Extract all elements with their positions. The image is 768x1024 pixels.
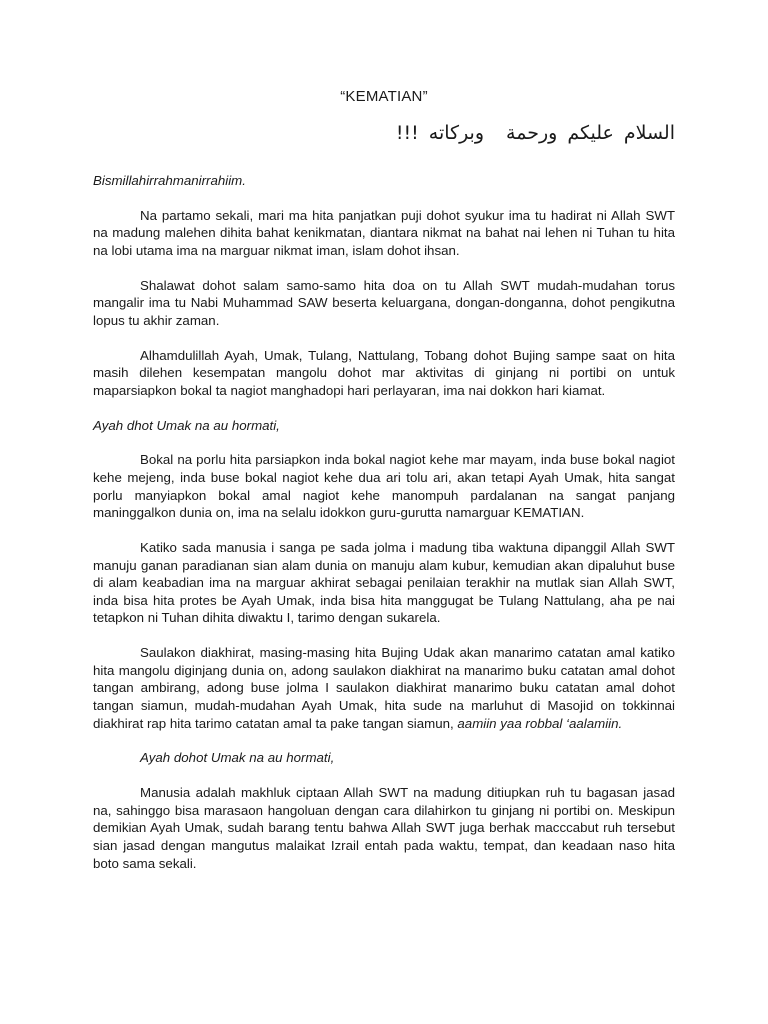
paragraph-7: Manusia adalah makhluk ciptaan Allah SWT na madung ditiupkan ruh tu bagasan jasad na, sahinggo bisa marasaon hangoluan dengan cara dilahirkon tu ginjang ni portibi on. Meskipun demikian Ayah Umak, sudah barang tentu bahwa Allah SWT juga berhak macccabut ruh tersebut sian jasad dengan mangutus malaikat Izrail entah pada waktu, tempat, dan keadaan naso hita boto sama sekali. bbox=[93, 785, 675, 871]
salutation-2: Ayah dohot Umak na au hormati, bbox=[140, 750, 335, 766]
paragraph-4: Bokal na porlu hita parsiapkon inda bokal nagiot kehe mar mayam, inda buse bokal nagiot kehe mejeng, inda buse bokal nagiot kehe dua ari tolu ari, akan tetapi Ayah Umak, hita sangat porlu manyiapkon bokal amal nagiot kehe manompuh pardalanan na sangat panjang maninggalkon dunia on, ima na selalu idokkon guru-gurutta namarguar KEMATIAN. bbox=[93, 452, 675, 521]
opening-basmala: Bismillahirrahmanirrahiim. bbox=[93, 173, 246, 188]
arabic-greeting-part1: السلام عليكم ورحمة bbox=[506, 122, 675, 144]
paragraph-5: Katiko sada manusia i sanga pe sada jolma i madung tiba waktuna dipanggil Allah SWT manuju ganan paradianan sian alam dunia on manuju alam kubur, kemudian akan dipaluhut buse di alam keabadian ima na marguar akhirat sebagai penilaian terakhir na mutlak sian Allah SWT, inda bisa hita protes be Ayah Umak, inda bisa hita manggugat be Tulang Nattulang, aha pe nai tetapkon ni Tuhan dihita diwaktu I, tarimo dengan sukarela. bbox=[93, 540, 675, 626]
paragraph-1: Na partamo sekali, mari ma hita panjatkan puji dohot syukur ima tu hadirat ni Allah SWT na madung malehen dihita bahat kenikmatan, diantara nikmat na bahat nai lehen ni Tuhan tu hita na lobi utama ima na marguar nikmat iman, islam dohot ihsan. bbox=[93, 207, 675, 258]
paragraph-3: Alhamdulillah Ayah, Umak, Tulang, Nattulang, Tobang dohot Bujing sampe saat on hita masih dilehen kesempatan mangolu dohot mar aktivitas di ginjang ni portibi on untuk maparsiapkon bokal ta nagiot manghadopi hari perlayaran, ima nai dokkon hari kiamat. bbox=[93, 347, 675, 398]
paragraph-6 bbox=[93, 644, 675, 732]
paragraph-2: Shalawat dohot salam samo-samo hita doa on tu Allah SWT mudah-mudahan torus mangalir ima tu Nabi Muhammad SAW beserta keluargana, dongan-donganna, dohot pengikutna lopus tu akhir zaman. bbox=[93, 277, 675, 328]
paragraph-6-closing-prayer: aamiin yaa robbal ‘aalamiin. bbox=[457, 715, 623, 731]
salutation-1: Ayah dhot Umak na au hormati, bbox=[93, 417, 280, 433]
arabic-greeting-part2: وبركاته !!! bbox=[395, 122, 485, 144]
document-title: “KEMATIAN” bbox=[340, 88, 428, 105]
arabic-greeting bbox=[396, 122, 675, 144]
document-body bbox=[93, 172, 675, 889]
paragraph-6-main: Saulakon diakhirat, masing-masing hita Bujing Udak akan manarimo catatan amal katiko hita mangolu diginjang dunia on, adong saulakon diakhirat na manarimo buku catatan amal dohot tangan ambirang, adong buse jolma I saulakon diakhirat manarimo buku catatan amal dohot tangan siamun, mudah-mudahan Ayah Umak, hita sude na marluhut di Masojid on tokkinnai diakhirat rap hita tarimo catatan amal ta pake tangan siamun, bbox=[93, 645, 675, 731]
